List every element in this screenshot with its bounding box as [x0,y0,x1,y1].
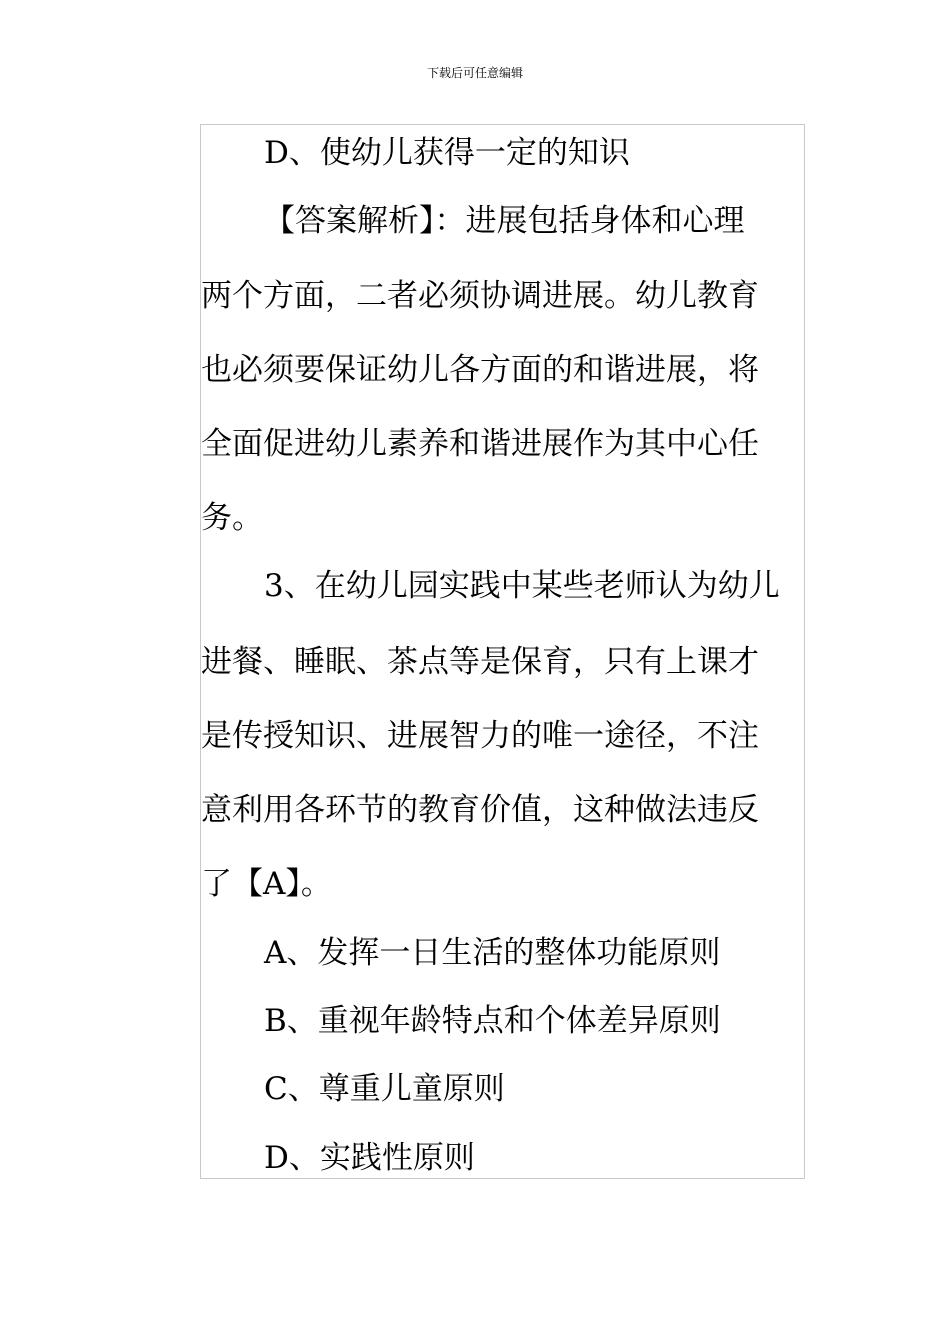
answer-analysis-line-2: 两个方面，二者必须协调进展。幼儿教育 [201,278,759,314]
option-c: C、尊重儿童原则 [264,1071,505,1107]
option-d: D、实践性原则 [264,1140,475,1176]
answer-analysis-line-3: 也必须要保证幼儿各方面的和谐进展，将 [201,352,759,388]
question-line-5: 了【A】。 [201,866,332,902]
option-d-previous: D、使幼儿获得一定的知识 [264,135,630,171]
answer-analysis-line-1: 【答案解析】：进展包括身体和心理 [264,203,745,239]
question-line-2: 进餐、睡眠、茶点等是保育，只有上课才 [201,644,759,680]
option-b: B、重视年龄特点和个体差异原则 [264,1003,721,1039]
page-header: 下载后可任意编辑 [426,66,523,80]
question-line-1: 3、在幼儿园实践中某些老师认为幼儿 [264,568,780,604]
question-line-3: 是传授知识、进展智力的唯一途径，不注 [201,718,759,754]
question-line-4: 意利用各环节的教育价值，这种做法违反 [201,792,759,828]
answer-analysis-line-4: 全面促进幼儿素养和谐进展作为其中心任 [201,426,759,462]
option-a: A、发挥一日生活的整体功能原则 [264,935,721,971]
answer-analysis-line-5: 务。 [201,500,263,536]
